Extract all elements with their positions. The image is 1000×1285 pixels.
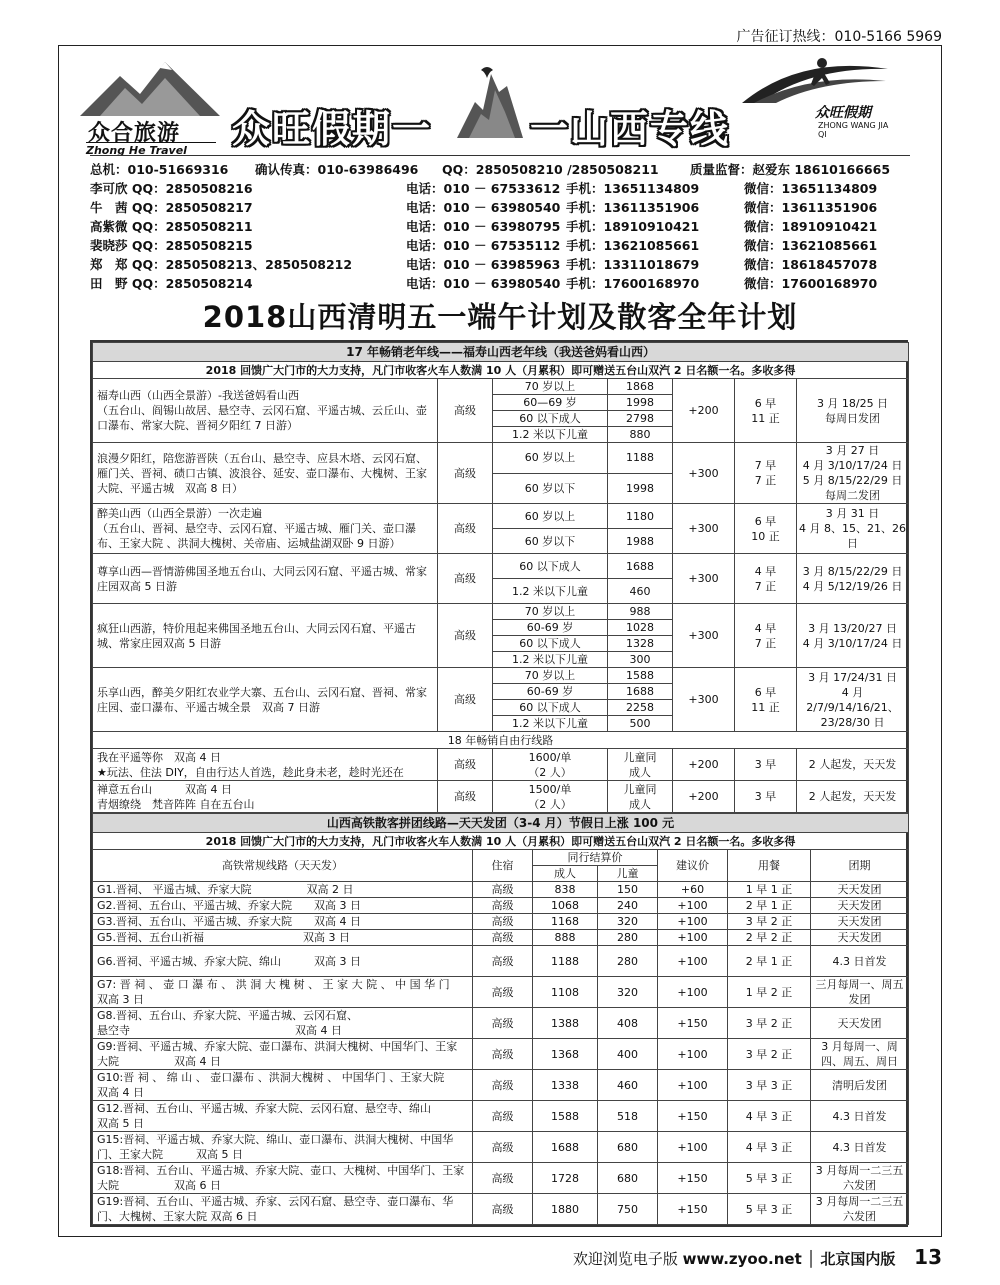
adult-price: 838 [533,882,598,898]
free-tour-row [93,781,909,813]
logo-left-name: 众合旅游 [88,121,181,146]
tour-description: 我在平遥等你 双高 4 日 ★玩法、住法 DIY，自由行达人首选，趁此身未老，趁时光还在 [93,749,438,781]
staff-phone: 电话：010 － 63980795 [406,219,561,234]
meals: 3 早 2 正 [728,914,811,930]
meals: 6 早 10 正 [735,504,797,554]
child-price: 518 [598,1101,658,1132]
route-description: G2.晋祠、五台山、平遥古城、乔家大院 双高 3 日 [93,898,473,914]
suggested-price: +300 [673,604,735,668]
highspeed-row [93,946,909,977]
meals: 6 早 11 正 [735,379,797,443]
tour-hotel: 高级 [438,504,493,554]
tour-table-wrap [90,340,908,1227]
suggested-price: +150 [658,1008,728,1039]
mountain-logo-icon [80,58,220,116]
tour-description: 浪漫夕阳红，陪您游晋陕（五台山、悬空寺、应县木塔、云冈石窟、雁门关、晋祠、碛口古镇、波浪谷、延安、壶口瀑布、大槐树、王家大院、平遥古城 双高 8 日） [93,443,438,504]
departure-dates: 4.3 日首发 [811,946,909,977]
main-qq: QQ：2850508210 /2850508211 [442,162,659,177]
staff-qq: 高紫微 QQ：2850508211 [90,219,253,234]
route-description: G6.晋祠、平遥古城、乔家大院、绵山 双高 3 日 [93,946,473,977]
tour-hotel: 高级 [438,781,493,813]
meals: 7 早 7 正 [735,443,797,504]
staff-qq: 牛 茜 QQ：2850508217 [90,200,253,215]
banner-title-right: 一山西专线 [530,107,731,151]
price-value: 2798 [608,411,673,427]
child-price: 680 [598,1163,658,1194]
price-category: 60 以下成人 [493,554,608,579]
child-price: 320 [598,977,658,1008]
highspeed-row [93,1008,909,1039]
suggested-price: +100 [658,930,728,946]
departure-dates: 3 月每周一、周四、周五、周日 [811,1039,909,1070]
price-value: 1588 [608,668,673,684]
price-value: 1688 [608,684,673,700]
suggested-price: +100 [658,946,728,977]
price-category: 70 岁以上 [493,604,608,620]
route-description: G5.晋祠、五台山祈福 双高 3 日 [93,930,473,946]
staff-phone: 电话：010 － 67535112 [406,238,561,253]
tour-description: 禅意五台山 双高 4 日 青烟缭绕 梵音阵阵 自在五台山 [93,781,438,813]
tour-description: 乐享山西，醉美夕阳红农业学大寨、五台山、云冈石窟、晋祠、常家庄园、壶口瀑布、平遥古城全景 双高 7 日游 [93,668,438,732]
price-category: 1.2 米以下儿童 [493,579,608,604]
ad-hotline: 广告征订热线：010-5166 5969 [736,29,942,45]
suggested-price: +100 [658,914,728,930]
staff-phone: 电话：010 － 63980540 [406,276,561,291]
route-hotel: 高级 [473,914,533,930]
confirm-fax: 确认传真：010-63986496 [255,162,419,177]
child-price: 460 [598,1070,658,1101]
adult-price: 1388 [533,1008,598,1039]
section-note: 2018 回馈广大门市的大力支持，凡门市收客火车人数满 10 人（月累积）即可赠送五台山双汽 2 日名额一名。多收多得 [93,362,909,379]
footer-edition: 北京国内版 [820,1250,896,1268]
departure-dates: 3 月 13/20/27 日 4 月 3/10/17/24 日 [797,604,909,668]
price-value: 988 [608,604,673,620]
staff-mobile: 手机：13621085661 [566,238,700,253]
suggested-price: +100 [658,1070,728,1101]
price-category: 1.2 米以下儿童 [493,652,608,668]
departure-dates: 2 人起发，天天发 [797,781,909,813]
tour-hotel: 高级 [438,604,493,668]
zhonghe-logo [80,58,225,158]
highspeed-row [93,882,909,898]
meals: 2 早 1 正 [728,946,811,977]
adult-price: 1688 [533,1132,598,1163]
mountain-peak-icon [455,62,525,140]
col-header-adult: 成人 [533,866,598,882]
section-header: 山西高铁散客拼团线路—天天发团（3-4 月）节假日上涨 100 元 [93,814,909,833]
highspeed-tour-table [92,813,909,1225]
highspeed-row [93,914,909,930]
tour-description: 尊享山西—晋情游佛国圣地五台山、大同云冈石窟、平遥古城、常家庄园双高 5 日游 [93,554,438,604]
footer-divider: │ [806,1250,821,1268]
suggested-price: +150 [658,1163,728,1194]
col-header-hotel: 住宿 [473,850,533,882]
meals: 2 早 1 正 [728,898,811,914]
logo-left-sub: Zhong He Travel [86,142,216,157]
staff-phone: 电话：010 － 63980540 [406,200,561,215]
section-note-row [93,833,909,850]
departure-dates: 2 人起发，天天发 [797,749,909,781]
suggested-price: +200 [673,781,735,813]
price-value: 2258 [608,700,673,716]
senior-tour-table [92,342,909,813]
price-category: 60-69 岁 [493,684,608,700]
staff-mobile: 手机：17600168970 [566,276,700,291]
highspeed-row [93,1163,909,1194]
price-value: 1188 [608,443,673,474]
meals: 3 早 [735,781,797,813]
meals: 3 早 [735,749,797,781]
route-hotel: 高级 [473,1163,533,1194]
price-value: 1328 [608,636,673,652]
staff-phone: 电话：010 － 67533612 [406,181,561,196]
suggested-price: +200 [673,379,735,443]
suggested-price: +150 [658,1101,728,1132]
staff-wechat: 微信：13651134809 [744,181,878,196]
free-tour-row [93,749,909,781]
meals: 1 早 2 正 [728,977,811,1008]
tour-hotel: 高级 [438,443,493,504]
price-value: 460 [608,579,673,604]
child-price: 750 [598,1194,658,1225]
child-price: 400 [598,1039,658,1070]
suggested-price: +200 [673,749,735,781]
section-header-row [93,814,909,833]
highspeed-row [93,1101,909,1132]
price-value: 1500/单 （2 人） [493,781,608,813]
price-category: 60 以下成人 [493,411,608,427]
child-price: 320 [598,914,658,930]
route-description: G3.晋祠、五台山、平遥古城、乔家大院 双高 4 日 [93,914,473,930]
section-note: 2018 回馈广大门市的大力支持，凡门市收客火车人数满 10 人（月累积）即可赠送五台山双汽 2 日名额一名。多收多得 [93,833,909,850]
zhongwang-logo [740,55,890,139]
tour-hotel: 高级 [438,554,493,604]
page-title: 2018山西清明五一端午计划及散客全年计划 [202,300,798,334]
price-value: 1688 [608,554,673,579]
tour-row [93,668,909,684]
highspeed-row [93,1070,909,1101]
adult-price: 1728 [533,1163,598,1194]
tour-description: 醉美山西（山西全景游）一次走遍 （五台山、晋祠、悬空寺、云冈石窟、平遥古城、雁门关、壶口瀑布、王家大院 、洪洞大槐树、关帝庙、运城盐湖双卧 9 日游） [93,504,438,554]
adult-price: 1068 [533,898,598,914]
departure-dates: 4.3 日首发 [811,1132,909,1163]
adult-price: 1188 [533,946,598,977]
page-footer [573,1245,942,1269]
departure-dates: 三月每周一、周五发团 [811,977,909,1008]
section-header-row [93,343,909,362]
swoosh-logo-icon [740,55,890,105]
price-category: 70 岁以上 [493,668,608,684]
staff-mobile: 手机：13651134809 [566,181,700,196]
departure-dates: 3 月 27 日 4 月 3/10/17/24 日 5 月 8/15/22/29 日 每周二发团 [797,443,909,504]
suggested-price: +100 [658,1039,728,1070]
adult-price: 1880 [533,1194,598,1225]
route-hotel: 高级 [473,1070,533,1101]
col-header-meals: 用餐 [728,850,811,882]
highspeed-row [93,1194,909,1225]
staff-mobile: 手机：18910910421 [566,219,700,234]
highspeed-row [93,1039,909,1070]
child-price: 150 [598,882,658,898]
suggested-price: +300 [673,443,735,504]
suggested-price: +300 [673,668,735,732]
departure-dates: 天天发团 [811,914,909,930]
staff-qq: 田 野 QQ：2850508214 [90,276,253,291]
suggested-price: +300 [673,554,735,604]
tour-hotel: 高级 [438,379,493,443]
meals: 3 早 3 正 [728,1070,811,1101]
meals: 4 早 7 正 [735,604,797,668]
departure-dates: 天天发团 [811,882,909,898]
tour-description: 福寿山西（山西全景游）-我送爸妈看山西 （五台山、阎锡山故居、悬空寺、云冈石窟、平遥古城、云丘山、壶口瀑布、常家大院、晋祠夕阳红 7 日游） [93,379,438,443]
route-description: G9:晋祠、平遥古城、乔家大院、壶口瀑布、洪洞大槐树、中国华门、王家大院 双高 4 日 [93,1039,473,1070]
meals: 4 早 3 正 [728,1132,811,1163]
route-description: G7: 晋 祠 、 壶 口 瀑 布 、 洪 洞 大 槐 树 、 王 家 大 院 、 中 国 华 门 双高 3 日 [93,977,473,1008]
section-note-row [93,362,909,379]
price-category: 60 岁以上 [493,504,608,529]
route-hotel: 高级 [473,977,533,1008]
meals: 4 早 3 正 [728,1101,811,1132]
adult-price: 1588 [533,1101,598,1132]
route-hotel: 高级 [473,1101,533,1132]
section-header: 17 年畅销老年线——福寿山西老年线（我送爸妈看山西） [93,343,909,362]
suggested-price: +100 [658,977,728,1008]
col-header-child: 儿童 [598,866,658,882]
tour-hotel: 高级 [438,668,493,732]
departure-dates: 3 月每周一二三五六发团 [811,1194,909,1225]
price-value: 500 [608,716,673,732]
departure-dates: 3 月 8/15/22/29 日 4 月 5/12/19/26 日 [797,554,909,604]
child-price: 240 [598,898,658,914]
staff-mobile: 手机：13611351906 [566,200,700,215]
suggested-price: +100 [658,1132,728,1163]
departure-dates: 天天发团 [811,930,909,946]
price-category: 60—69 岁 [493,395,608,411]
staff-mobile: 手机：13311018679 [566,257,700,272]
departure-dates: 3 月 31 日 4 月 8、15、21、26 日 [797,504,909,554]
tour-hotel: 高级 [438,749,493,781]
highspeed-row [93,977,909,1008]
header-divider [90,155,910,156]
banner-title-left: 众旺假期一 [232,107,433,151]
staff-wechat: 微信：18618457078 [744,257,878,272]
staff-wechat: 微信：18910910421 [744,219,878,234]
departure-dates: 3 月 17/24/31 日 4 月 2/7/9/14/16/21、23/28/30 日 [797,668,909,732]
highspeed-row [93,1132,909,1163]
route-hotel: 高级 [473,1194,533,1225]
logo-right-name: 众旺假期 [815,105,871,121]
child-price: 儿童同 成人 [608,781,673,813]
tour-description: 疯狂山西游，特价甩起来佛国圣地五台山、大同云冈石窟、平遥古城、常家庄园双高 5 日游 [93,604,438,668]
tour-row [93,604,909,620]
meals: 3 早 2 正 [728,1008,811,1039]
footer-text: 欢迎浏览电子版 [572,1250,678,1268]
highspeed-row [93,930,909,946]
price-value: 1180 [608,504,673,529]
staff-wechat: 微信：13611351906 [744,200,878,215]
col-header-dates: 团期 [811,850,909,882]
price-category: 70 岁以上 [493,379,608,395]
departure-dates: 4.3 日首发 [811,1101,909,1132]
departure-dates: 3 月 18/25 日 每周日发团 [797,379,909,443]
price-category: 60 岁以下 [493,529,608,554]
price-category: 60-69 岁 [493,620,608,636]
price-value: 1868 [608,379,673,395]
departure-dates: 清明后发团 [811,1070,909,1101]
staff-qq: 裴晓莎 QQ：2850508215 [90,238,253,253]
price-category: 60 以下成人 [493,700,608,716]
highspeed-row [93,898,909,914]
staff-wechat: 微信：13621085661 [744,238,878,253]
price-value: 1600/单 （2 人） [493,749,608,781]
meals: 6 早 11 正 [735,668,797,732]
price-value: 880 [608,427,673,443]
departure-dates: 天天发团 [811,1008,909,1039]
child-price: 280 [598,930,658,946]
tour-row [93,443,909,474]
col-header-price: 同行结算价 [533,850,658,866]
price-category: 60 岁以上 [493,443,608,474]
column-header-row [93,850,909,866]
adult-price: 1368 [533,1039,598,1070]
child-price: 儿童同 成人 [608,749,673,781]
price-category: 60 岁以下 [493,473,608,504]
route-hotel: 高级 [473,1008,533,1039]
suggested-price: +150 [658,1194,728,1225]
adult-price: 888 [533,930,598,946]
col-header-route: 高铁常规线路（天天发） [93,850,473,882]
route-description: G8.晋祠、五台山、乔家大院、平遥古城、云冈石窟、 悬空寺 双高 4 日 [93,1008,473,1039]
tour-row [93,504,909,529]
page-number: 13 [914,1245,942,1269]
route-hotel: 高级 [473,1039,533,1070]
route-description: G19:晋祠、五台山、平遥古城、乔家、云冈石窟、悬空寺、壶口瀑布、华门、大槐树、王家大院 双高 6 日 [93,1194,473,1225]
route-description: G10:晋 祠 、 绵 山 、 壶口瀑布 、洪洞大槐树 、 中国华门 、王家大院 双高 4 日 [93,1070,473,1101]
tour-row [93,554,909,579]
price-value: 300 [608,652,673,668]
price-value: 1988 [608,529,673,554]
price-value: 1998 [608,473,673,504]
child-price: 280 [598,946,658,977]
staff-qq: 李可欣 QQ：2850508216 [90,181,253,196]
route-description: G1.晋祠、 平遥古城、乔家大院 双高 2 日 [93,882,473,898]
route-description: G15:晋祠、平遥古城、乔家大院、绵山、壶口瀑布、洪洞大槐树、中国华门、王家大院 双高 5 日 [93,1132,473,1163]
adult-price: 1108 [533,977,598,1008]
route-description: G12.晋祠、五台山、平遥古城、乔家大院、云冈石窟、悬空寺、绵山 双高 5 日 [93,1101,473,1132]
child-price: 408 [598,1008,658,1039]
departure-dates: 3 月每周一二三五六发团 [811,1163,909,1194]
price-value: 1998 [608,395,673,411]
meals: 1 早 1 正 [728,882,811,898]
staff-phone: 电话：010 － 63985963 [406,257,561,272]
tour-row [93,379,909,395]
logo-right-sub: ZHONG WANG JIA QI [818,121,889,139]
price-value: 1028 [608,620,673,636]
meals: 2 早 2 正 [728,930,811,946]
meals: 3 早 2 正 [728,1039,811,1070]
adult-price: 1338 [533,1070,598,1101]
child-price: 680 [598,1132,658,1163]
meals: 5 早 3 正 [728,1163,811,1194]
free-travel-header: 18 年畅销自由行线路 [93,732,909,749]
col-header-suggested: 建议价 [658,850,728,882]
staff-qq: 郑 郑 QQ：2850508213、2850508212 [90,257,353,272]
price-category: 60 以下成人 [493,636,608,652]
suggested-price: +100 [658,898,728,914]
route-hotel: 高级 [473,930,533,946]
price-category: 1.2 米以下儿童 [493,716,608,732]
main-tel: 总机：010-51669316 [90,162,229,177]
route-hotel: 高级 [473,946,533,977]
staff-wechat: 微信：17600168970 [744,276,878,291]
departure-dates: 天天发团 [811,898,909,914]
suggested-price: +60 [658,882,728,898]
meals: 4 早 7 正 [735,554,797,604]
adult-price: 1168 [533,914,598,930]
footer-url[interactable]: www.zyoo.net [682,1250,802,1268]
suggested-price: +300 [673,504,735,554]
route-description: G18:晋祠、五台山、平遥古城、乔家大院、壶口、大槐树、中国华门、王家大院 双高 6 日 [93,1163,473,1194]
route-hotel: 高级 [473,882,533,898]
meals: 5 早 3 正 [728,1194,811,1225]
price-category: 1.2 米以下儿童 [493,427,608,443]
route-hotel: 高级 [473,898,533,914]
route-hotel: 高级 [473,1132,533,1163]
quality-supervisor: 质量监督：赵爱东 18610166665 [690,162,891,177]
free-header-row [93,732,909,749]
